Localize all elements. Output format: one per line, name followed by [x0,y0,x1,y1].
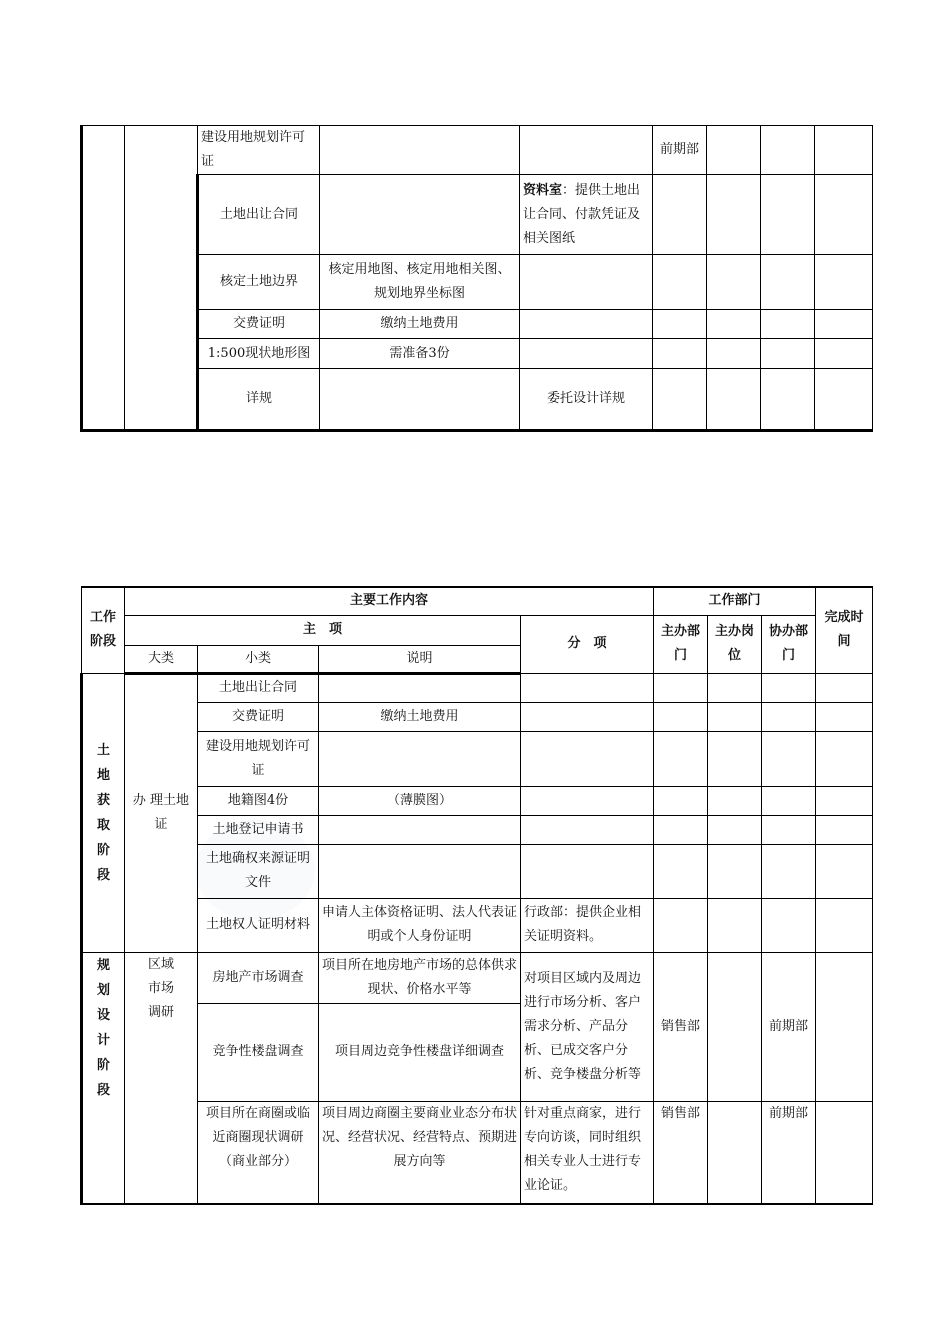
lead-post-cell [707,339,761,369]
assist-dept-cell [761,175,815,255]
table-row [82,369,873,431]
assist-dept-cell [762,731,816,786]
lead-post-cell [708,673,762,702]
sub-item-cell [521,815,654,844]
subcategory-cell: 房地产市场调查 [198,952,319,1003]
sub-item-cell: 委托设计详规 [520,369,653,431]
subcategory-cell: 交费证明 [198,702,319,731]
lead-dept-cell [653,310,707,339]
category-cell [125,126,198,431]
assist-dept-cell [762,702,816,731]
lead-post-cell [708,844,762,898]
table-row [82,844,873,898]
finish-time-cell [815,126,873,175]
work-dept-header: 工作部门 [654,587,816,615]
lead-dept-cell: 销售部 [654,1101,708,1204]
finish-time-cell [816,815,873,844]
category-cell: 区域市场调研 [125,952,198,1204]
table-row [82,255,873,310]
sub-item-label: 资料室 [523,182,563,198]
assist-dept-cell [761,369,815,431]
finish-time-cell [816,952,873,1101]
finish-time-cell [816,731,873,786]
sub-item-cell [521,702,654,731]
table-row [82,175,873,255]
finish-time-cell [815,339,873,369]
assist-dept-cell [761,255,815,310]
main-content-header: 主要工作内容 [125,587,654,615]
lead-dept-cell [654,702,708,731]
description-cell [320,175,520,255]
lead-dept-header: 主办部门 [654,615,708,673]
assist-dept-cell [762,673,816,702]
description-cell [319,844,521,898]
lead-post-cell [708,952,762,1101]
subcategory-cell: 交费证明 [198,310,320,339]
sub-item-header: 分 项 [521,615,654,673]
sub-item-cell [520,310,653,339]
lead-post-cell [708,1101,762,1204]
lead-dept-cell [653,339,707,369]
subcategory-cell: 竞争性楼盘调查 [198,1003,319,1101]
table-row [82,126,873,175]
stage-cell [82,126,125,431]
description-cell: 缴纳土地费用 [320,310,520,339]
assist-dept-cell: 前期部 [762,952,816,1101]
sub-item-cell [520,255,653,310]
header-row [82,615,873,645]
description-cell [319,673,521,702]
description-cell [320,126,520,175]
sub-item-cell [520,339,653,369]
assist-dept-header: 协办部门 [762,615,816,673]
lead-dept-cell [653,175,707,255]
category-header: 大类 [125,645,198,673]
lead-dept-cell: 销售部 [654,952,708,1101]
stage-cell: 规划设计阶段 [82,952,125,1204]
table-row [82,1101,873,1204]
assist-dept-cell [762,844,816,898]
lead-post-cell [708,815,762,844]
description-header: 说明 [319,645,521,673]
stage-cell: 土地获取阶段 [82,673,125,952]
lead-dept-cell [654,844,708,898]
main-item-header: 主 项 [125,615,521,645]
lead-post-cell [707,175,761,255]
lead-dept-cell [654,898,708,952]
lead-dept-cell: 前期部 [653,126,707,175]
subcategory-cell: 核定土地边界 [198,255,320,310]
subcategory-cell: 详规 [198,369,320,431]
finish-time-cell [816,1101,873,1204]
subcategory-cell: 建设用地规划许可证 [198,731,319,786]
sub-item-cell [520,175,653,255]
sub-item-text: ：提供土地出让合同、付款凭证及相关图纸 [523,182,641,246]
sub-item-cell [521,731,654,786]
assist-dept-cell [762,898,816,952]
assist-dept-cell [761,310,815,339]
land-documents-table-continued [80,125,873,432]
stage-header: 工作阶段 [82,587,125,673]
lead-post-cell [707,369,761,431]
subcategory-cell: 土地出让合同 [198,175,320,255]
description-cell: （薄膜图） [319,786,521,815]
assist-dept-cell: 前期部 [762,1101,816,1204]
description-cell: 项目周边竞争性楼盘详细调查 [319,1003,521,1101]
table-row [82,673,873,702]
finish-time-cell [816,898,873,952]
subcategory-header: 小类 [198,645,319,673]
description-cell: 核定用地图、核定用地相关图、规划地界坐标图 [320,255,520,310]
header-row [82,587,873,615]
description-cell: 缴纳土地费用 [319,702,521,731]
assist-dept-cell [761,339,815,369]
table-row [82,815,873,844]
finish-time-cell [815,369,873,431]
finish-time-cell [816,844,873,898]
finish-time-cell [816,673,873,702]
lead-dept-cell [653,255,707,310]
assist-dept-cell [761,126,815,175]
work-content-table [80,586,873,1205]
lead-dept-cell [654,731,708,786]
description-cell [319,731,521,786]
finish-time-cell [816,786,873,815]
description-cell: 项目所在地房地产市场的总体供求现状、价格水平等 [319,952,521,1003]
subcategory-cell: 土地权人证明材料 [198,898,319,952]
lead-dept-cell [654,815,708,844]
subcategory-cell: 土地出让合同 [198,673,319,702]
description-cell [319,815,521,844]
table-row [82,786,873,815]
subcategory-cell: 1:500现状地形图 [198,339,320,369]
sub-item-cell: 对项目区域内及周边进行市场分析、客户需求分析、产品分析、已成交客户分析、竞争楼盘分析等 [521,952,654,1101]
sub-item-cell [521,673,654,702]
finish-time-cell [815,175,873,255]
description-cell: 项目周边商圈主要商业业态分布状况、经营状况、经营特点、预期进展方向等 [319,1101,521,1204]
lead-post-cell [708,786,762,815]
subcategory-cell: 项目所在商圈或临近商圈现状调研（商业部分） [198,1101,319,1204]
lead-dept-cell [653,369,707,431]
table-row [82,702,873,731]
category-cell: 办 理土地证 [125,673,198,952]
sub-item-cell: 针对重点商家，进行专向访谈，同时组织相关专业人士进行专业论证。 [521,1101,654,1204]
lead-post-cell [708,702,762,731]
table-row [82,731,873,786]
description-cell [320,369,520,431]
description-cell: 需准备3份 [320,339,520,369]
sub-item-cell [520,126,653,175]
table-row [82,339,873,369]
lead-post-cell [707,310,761,339]
assist-dept-cell [762,815,816,844]
subcategory-cell: 地籍图4份 [198,786,319,815]
finish-time-header: 完成时间 [816,587,873,673]
lead-dept-cell [654,673,708,702]
description-cell: 申请人主体资格证明、法人代表证明或个人身份证明 [319,898,521,952]
table-row [82,952,873,1003]
lead-post-cell [707,255,761,310]
sub-item-cell: 行政部：提供企业相关证明资料。 [521,898,654,952]
lead-dept-cell [654,786,708,815]
finish-time-cell [815,255,873,310]
table-row [82,310,873,339]
lead-post-cell [708,898,762,952]
lead-post-header: 主办岗位 [708,615,762,673]
lead-post-cell [708,731,762,786]
subcategory-cell: 土地登记申请书 [198,815,319,844]
subcategory-cell: 土地确权来源证明文件 [198,844,319,898]
subcategory-cell: 建设用地规划许可证 [198,126,320,175]
lead-post-cell [707,126,761,175]
finish-time-cell [815,310,873,339]
sub-item-cell [521,844,654,898]
sub-item-cell [521,786,654,815]
finish-time-cell [816,702,873,731]
table-row [82,898,873,952]
assist-dept-cell [762,786,816,815]
